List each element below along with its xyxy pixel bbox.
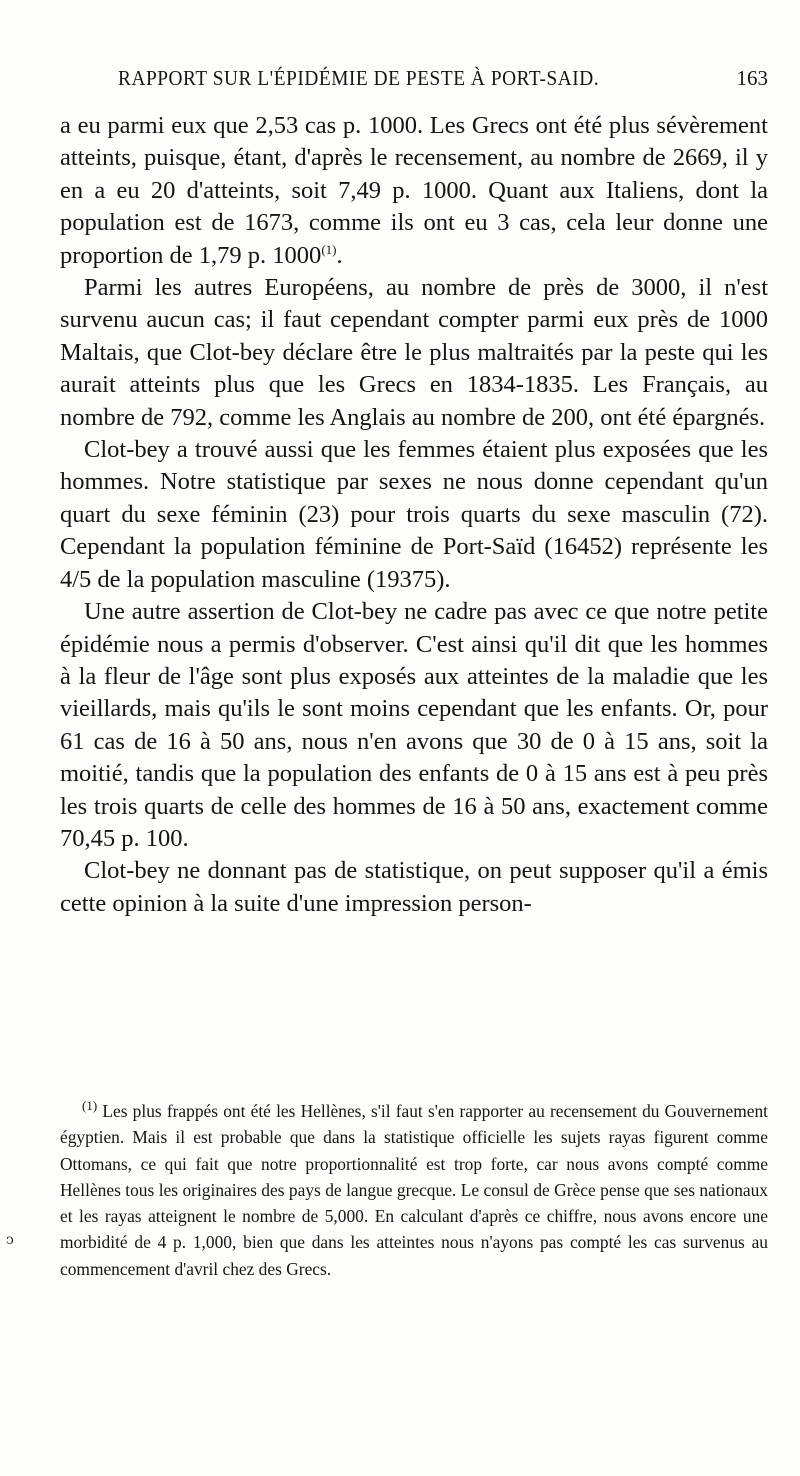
footnote-1-text: Les plus frappés ont été les Hellènes, s'il faut s'en rapporter au recensement du Gouvernement égyptien. Mais il est probable que dans la statistique officielle les sujets rayas figurent comme Ottomans, ce qui fait que notre proportionnalité est trop forte, car nous avons compté comme Hellènes tous les originaires des pays de langue grecque. Le consul de Grèce pense que ses nationaux et les rayas atteignent le nombre de 5,000. En calculant d'après ce chiffre, nous avons encore une morbidité de 4 p. 1,000, bien que dans les atteintes nous n'ayons pas compté les cas survenus au commencement d'avril chez des Grecs. — [60, 1101, 768, 1279]
paragraph-4: Une autre assertion de Clot-bey ne cadre pas avec ce que notre petite épidémie nous a permis d'observer. C'est ainsi qu'il dit que les hommes à la fleur de l'âge sont plus exposés aux atteintes de la maladie que les vieillards, mais qu'ils le sont moins cependant que les enfants. Or, pour 61 cas de 16 à 50 ans, nous n'en avons que 30 de 0 à 15 ans, soit la moitié, tandis que la population des enfants de 0 à 15 ans est à peu près les trois quarts de celle des hommes de 16 à 50 ans, exactement comme 70,45 p. 100. — [60, 598, 768, 852]
margin-mark: ↄ — [6, 1232, 14, 1248]
footnote-1 — [60, 1098, 768, 1282]
running-title: RAPPORT SUR L'ÉPIDÉMIE DE PESTE À PORT-SAID. — [118, 66, 600, 90]
footnote-marker: (1) — [82, 1098, 98, 1114]
page-number: 163 — [736, 66, 768, 90]
footnotes — [60, 1098, 768, 1282]
paragraph-5: Clot-bey ne donnant pas de statistique, on peut supposer qu'il a émis cette opinion à la suite d'une impression person- — [60, 857, 768, 917]
paragraph-3: Clot-bey a trouvé aussi que les femmes étaient plus exposées que les hommes. Notre statistique par sexes ne nous donne cependant qu'un quart du sexe féminin (23) pour trois quarts du sexe masculin (72). Cependant la population féminine de Port-Saïd (16452) représente les 4/5 de la population masculine (19375). — [60, 436, 768, 593]
main-text — [60, 110, 768, 920]
paragraph-1-end: . — [336, 241, 343, 269]
page-header — [118, 64, 768, 100]
paragraph-1 — [60, 110, 768, 272]
paragraph-1-text: a eu parmi eux que 2,53 cas p. 1000. Les Grecs ont été plus sévèrement atteints, puisque, étant, d'après le recensement, au nombre de 2669, il y en a eu 20 d'atteints, soit 7,49 p. 1000. Quant aux Italiens, dont la population est de 1673, comme ils ont eu 3 cas, cela leur donne une proportion de 1,79 p. 1000 — [60, 112, 768, 269]
paragraph-2: Parmi les autres Européens, au nombre de près de 3000, il n'est survenu aucun cas; il faut cependant compter parmi eux près de 1000 Maltais, que Clot-bey déclare être le plus maltraités par la peste qui les aurait atteints plus que les Grecs en 1834-1835. Les Français, au nombre de 792, comme les Anglais au nombre de 200, ont été épargnés. — [60, 274, 768, 431]
footnote-reference: (1) — [321, 241, 337, 257]
